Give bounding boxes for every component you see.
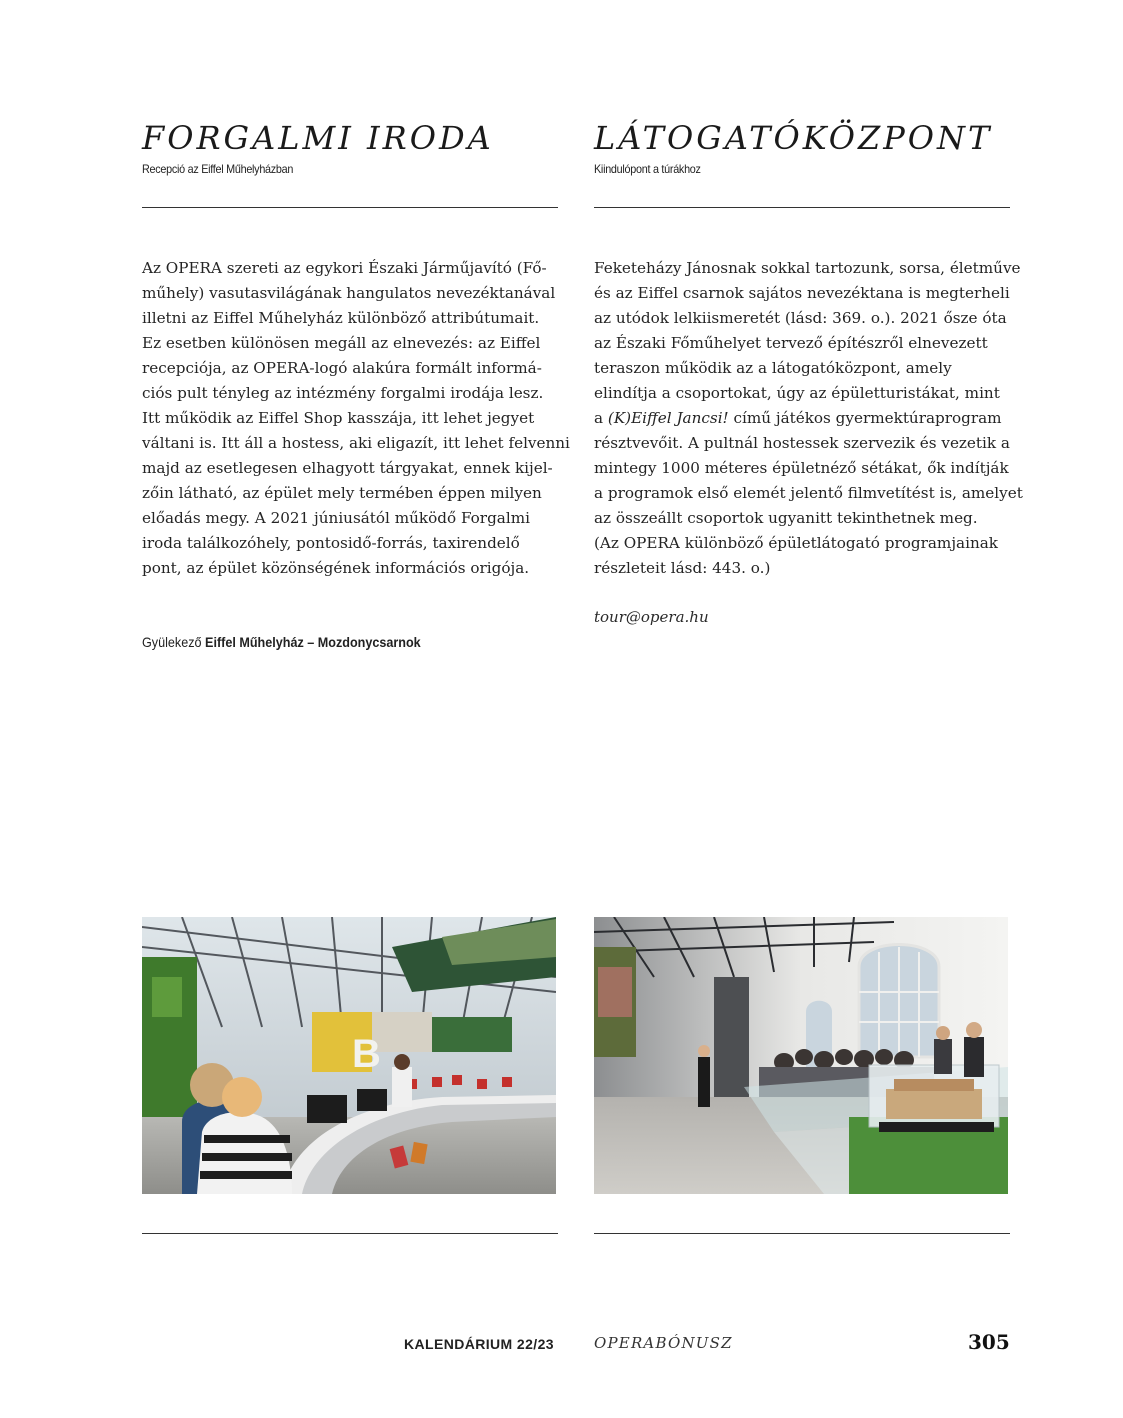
body-line: a programok első elemét jelentő filmvetítést is, amelyet [594,484,1023,502]
body-line: ciós pult tényleg az intézmény forgalmi irodája lesz. [142,384,544,402]
svg-text:B: B [352,1032,381,1076]
body-text-right [594,256,1023,581]
body-line: iroda találkozóhely, pontosidő-forrás, taxirendelő [142,534,520,552]
section-title-latogatokozpont: LÁTOGATÓKÖZPONT [594,119,993,157]
body-line: (Az OPERA különböző épületlátogató programjainak [594,534,998,552]
body-line: teraszon működik az a látogatóközpont, amely [594,359,952,377]
body-line: mintegy 1000 méteres épületnéző sétákat, ők indítják [594,459,1009,477]
body-line: és az Eiffel csarnok sajátos nevezéktana is megterheli [594,284,1010,302]
page-number: 305 [968,1330,1010,1354]
body-line: pont, az épület közönségének információs origója. [142,559,530,577]
meeting-place: Eiffel Műhelyház – Mozdonycsarnok [205,634,421,650]
section-title-forgalmi-iroda: FORGALMI IRODA [142,119,494,157]
photo-visitor-center [594,917,1008,1194]
body-line: majd az esetlegesen elhagyott tárgyakat, ennek kijel- [142,459,553,477]
body-line: előadás megy. A 2021 júniusától működő Forgalmi [142,509,530,527]
body-line: az összeállt csoportok ugyanitt tekinthetnek meg. [594,509,978,527]
divider-bottom-left [142,1233,558,1234]
divider-bottom-right [594,1233,1010,1234]
body-line: elindítja a csoportokat, úgy az épületturistákat, mint [594,384,1000,402]
body-text-left [142,256,570,581]
photo-reception-illustration [142,917,556,1194]
divider-top-right [594,207,1010,208]
body-line: illetni az Eiffel Műhelyház különböző attribútumait. [142,309,540,327]
body-line: zőin látható, az épület mely termében éppen milyen [142,484,542,502]
meeting-label: Gyülekező [142,634,202,650]
photo-visitor-center-illustration [594,917,1008,1194]
body-fragment: című játékos gyermektúraprogram [733,409,1002,427]
body-line: műhely) vasutasvilágának hangulatos nevezéktanával [142,284,556,302]
footer-section-label: OPERABÓNUSZ [594,1334,733,1352]
body-line: az utódok lelkiismeretét (lásd: 369. o.). 2021 ősze óta [594,309,1007,327]
body-line [594,406,1010,431]
section-subtitle-right: Kiindulópont a túrákhoz [594,162,701,176]
body-line: recepciója, az OPERA-logó alakúra formált informá- [142,359,542,377]
body-line: részleteit lásd: 443. o.) [594,559,771,577]
program-title: (K)Eiffel Jancsi! [607,409,729,427]
body-line: Itt működik az Eiffel Shop kasszája, itt lehet jegyet [142,409,535,427]
body-line: Az OPERA szereti az egykori Északi Járműjavító (Fő- [142,259,547,277]
body-fragment: a [594,409,604,427]
meeting-point [142,634,421,650]
body-line: váltani is. Itt áll a hostess, aki eligazít, itt lehet felvenni [142,434,570,452]
body-line: Feketeházy Jánosnak sokkal tartozunk, sorsa, életműve [594,259,1021,277]
body-line: az Északi Főműhelyet tervező építészről elnevezett [594,334,988,352]
photo-reception-hall [142,917,556,1194]
body-line: Ez esetben különösen megáll az elnevezés: az Eiffel [142,334,541,352]
section-subtitle-left: Recepció az Eiffel Műhelyházban [142,162,294,176]
footer-kalendarium: KALENDÁRIUM 22/23 [404,1336,554,1352]
divider-top-left [142,207,558,208]
email-link[interactable]: tour@opera.hu [594,608,709,626]
body-line: résztvevőit. A pultnál hostessek szervezik és vezetik a [594,434,1010,452]
